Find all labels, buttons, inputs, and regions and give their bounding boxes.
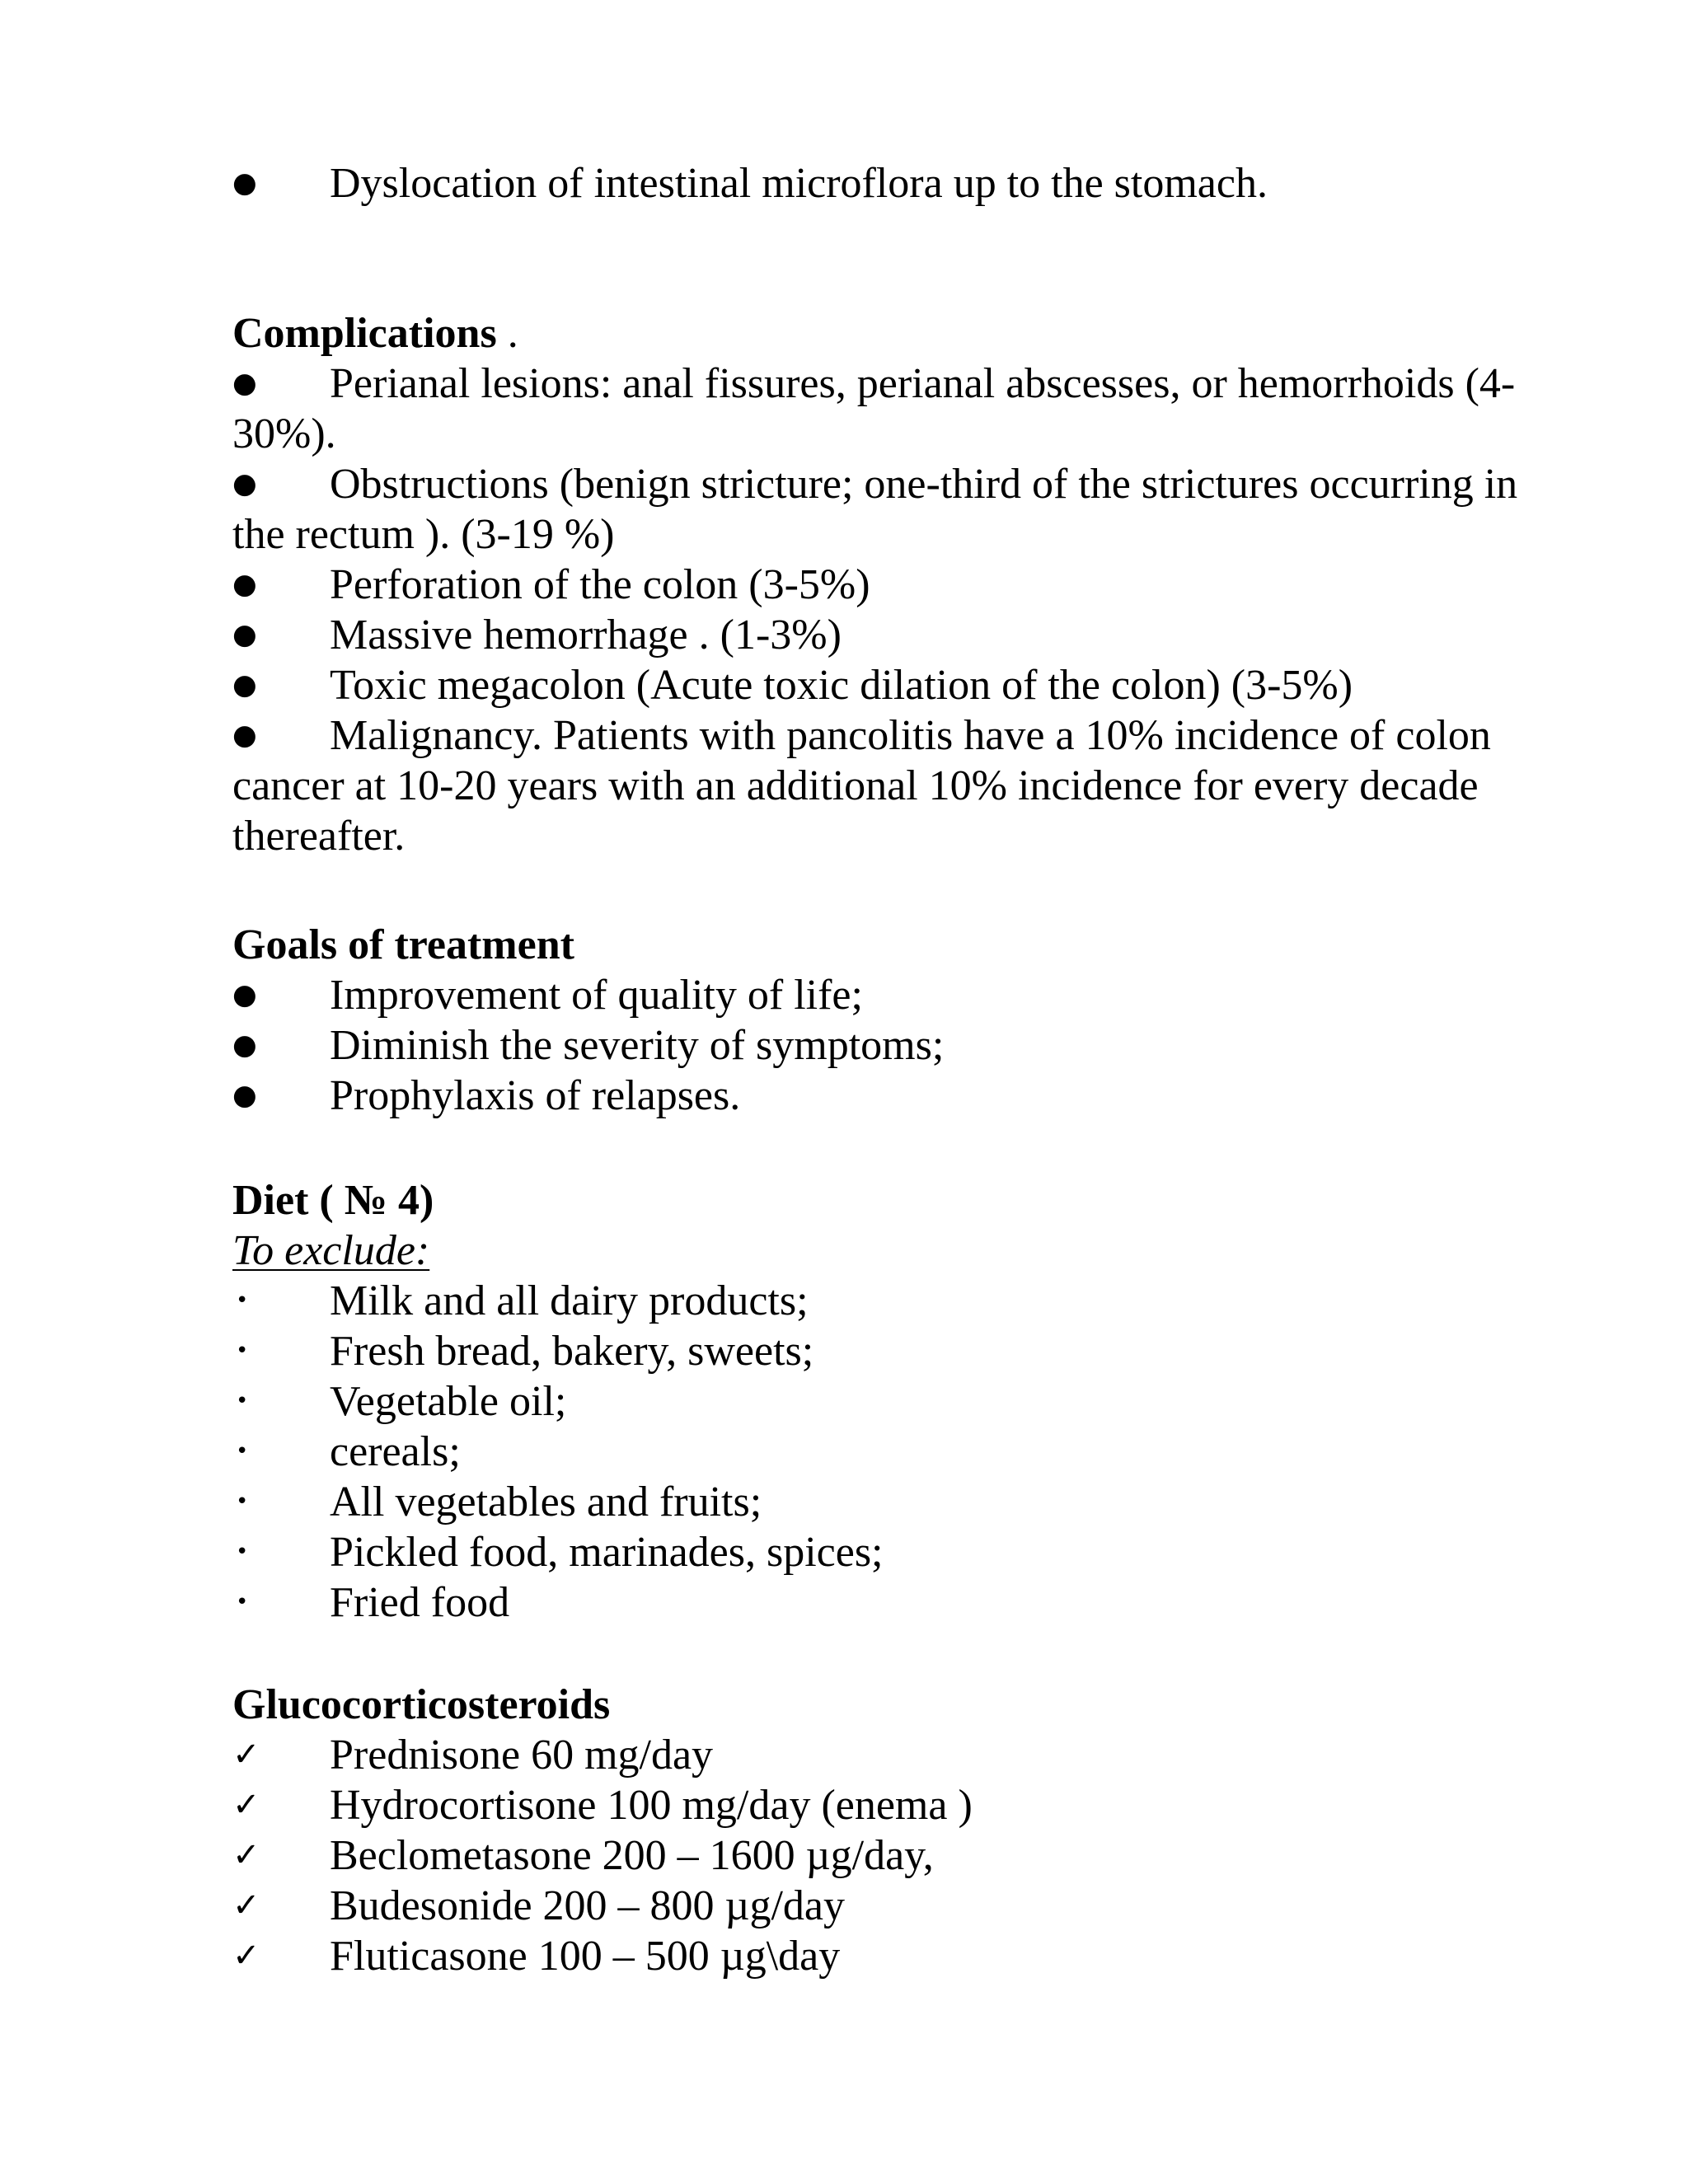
list-item xyxy=(232,1730,1551,1780)
bullet-icon: ● xyxy=(232,1029,257,1062)
bullet-icon: ● xyxy=(232,719,257,752)
complications-section xyxy=(232,308,1551,861)
bullet-icon: • xyxy=(236,1338,249,1363)
list-item xyxy=(232,1071,1551,1121)
list-item-text: Perforation of the colon (3-5%) xyxy=(330,561,870,608)
list-item-text: Massive hemorrhage . (1-3%) xyxy=(330,612,842,658)
bullet-icon: • xyxy=(236,1389,249,1413)
list-item-text: Diminish the severity of symptoms; xyxy=(330,1022,945,1069)
list-item-text: Fried food xyxy=(330,1579,510,1626)
list-item xyxy=(232,610,1551,660)
list-item xyxy=(232,1376,1551,1427)
bullet-icon: ● xyxy=(232,467,257,500)
list-item xyxy=(232,158,1551,209)
list-item-text: Budesonide 200 – 800 µg/day xyxy=(330,1882,846,1929)
bullet-icon: ● xyxy=(232,367,257,400)
list-item-text: Fluticasone 100 – 500 µg\day xyxy=(330,1933,841,1980)
list-item-text: Malignancy. Patients with pancolitis have a 10% incidence of colon cancer at 10-20 years with an additional 10% incidence for every decade thereafter. xyxy=(232,712,1491,860)
bullet-icon: ● xyxy=(232,668,257,701)
intro-section xyxy=(232,158,1551,209)
list-item-text: Improvement of quality of life; xyxy=(330,972,863,1019)
section-heading: Goals of treatment xyxy=(232,921,574,968)
list-item-text: Prophylaxis of relapses. xyxy=(330,1072,741,1119)
list-item-text: Hydrocortisone 100 mg/day (enema ) xyxy=(330,1782,973,1829)
list-item xyxy=(232,1830,1551,1881)
diet-subtitle-text: To exclude: xyxy=(232,1227,430,1274)
list-item-text: Dyslocation of intestinal microflora up to the stomach. xyxy=(330,160,1268,207)
list-item-text: Perianal lesions: anal fissures, perianal abscesses, or hemorrhoids (4-30%). xyxy=(232,360,1516,457)
list-item xyxy=(232,1577,1551,1628)
bullet-icon: • xyxy=(236,1439,249,1464)
bullet-icon: • xyxy=(236,1590,249,1615)
checkmark-icon: ✓ xyxy=(232,1886,260,1924)
list-item xyxy=(232,1020,1551,1071)
bullet-icon: ● xyxy=(232,1079,257,1112)
diet-subtitle xyxy=(232,1226,1551,1276)
complications-title-suffix: . xyxy=(496,310,518,357)
complications-title: Complications xyxy=(232,310,497,357)
bullet-icon: • xyxy=(236,1288,249,1313)
list-item-text: Pickled food, marinades, spices; xyxy=(330,1529,884,1576)
list-item xyxy=(232,560,1551,610)
list-item xyxy=(232,1931,1551,1981)
list-item xyxy=(232,1326,1551,1376)
list-item-text: Beclometasone 200 – 1600 µg/day, xyxy=(330,1832,934,1879)
checkmark-icon: ✓ xyxy=(232,1836,260,1874)
section-heading xyxy=(232,308,1551,359)
list-item-text: Fresh bread, bakery, sweets; xyxy=(330,1328,814,1375)
list-item-text: cereals; xyxy=(330,1428,461,1475)
goals-section xyxy=(232,920,1551,1121)
checkmark-icon: ✓ xyxy=(232,1786,260,1824)
bullet-icon: ● xyxy=(232,978,257,1011)
section-heading: Diet ( № 4) xyxy=(232,1177,434,1224)
bullet-icon: ● xyxy=(232,166,257,199)
bullet-icon: ● xyxy=(232,618,257,651)
list-item xyxy=(232,1477,1551,1527)
list-item-text: Prednisone 60 mg/day xyxy=(330,1732,714,1779)
list-item-text: Obstructions (benign stricture; one-third of the strictures occurring in the rectum ). (3-19 %) xyxy=(232,461,1518,558)
bullet-icon: • xyxy=(236,1540,249,1564)
list-item xyxy=(232,660,1551,710)
bullet-icon: ● xyxy=(232,568,257,601)
section-heading: Glucocorticosteroids xyxy=(232,1681,611,1728)
list-item-text: Vegetable oil; xyxy=(330,1378,567,1425)
list-item-text: All vegetables and fruits; xyxy=(330,1479,762,1526)
list-item xyxy=(232,1780,1551,1830)
list-item xyxy=(232,1427,1551,1477)
list-item xyxy=(232,1527,1551,1577)
glucocorticosteroids-section xyxy=(232,1680,1551,1981)
list-item xyxy=(232,970,1551,1020)
list-item xyxy=(232,1881,1551,1931)
diet-section xyxy=(232,1175,1551,1628)
list-item xyxy=(232,359,1551,459)
bullet-icon: • xyxy=(236,1489,249,1514)
list-item xyxy=(232,710,1551,861)
list-item-text: Toxic megacolon (Acute toxic dilation of the colon) (3-5%) xyxy=(330,662,1353,709)
checkmark-icon: ✓ xyxy=(232,1937,260,1975)
list-item-text: Milk and all dairy products; xyxy=(330,1277,809,1324)
list-item xyxy=(232,459,1551,560)
checkmark-icon: ✓ xyxy=(232,1736,260,1774)
list-item xyxy=(232,1276,1551,1326)
